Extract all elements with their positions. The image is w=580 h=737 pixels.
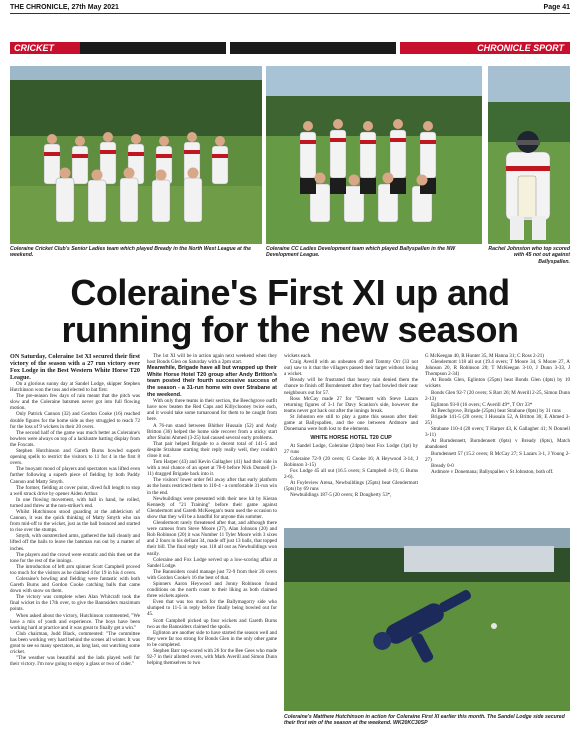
photo4-caption: Coleraine's Matthew Hutchinson in action for Coleraine First XI earlier this month. The Sandel Lodge side secured their first win of the season at the weekend. WK20KC30SP (284, 714, 565, 727)
brigade-summary: Meanwhile, Brigade have all but wrapped up their White Horse Hotel T20 group after Andy Britton's team posted their fourth successive success of the season - a 31-run home win over Strabane at the weekend. (147, 365, 277, 398)
article-column-2 (147, 353, 277, 729)
paragraph: The 1st XI will be in action again next weekend when they host Bonds Glen on Saturday with a 2pm start. (147, 353, 277, 366)
matthew-hutchinson-photo (284, 528, 570, 711)
page-number: Page 41 (543, 4, 570, 11)
paragraph: The visitors' lower order fell away after that early platform as the hosts restricted them to 110-4 - a comfortable 31-run win in the end. (147, 477, 277, 496)
paragraph: Bready will be frustrated that heavy rain denied them the chance to finish off Burndennett after they had bowled their near neighbours out for 57. (284, 377, 418, 396)
development-team-photo (266, 66, 482, 244)
paragraph: When asked about the victory, Hutchinson commented, "We have a mix of youth and experience. The boys have been working hard at practice and it was great to finally get a win." (10, 612, 140, 631)
paragraph: Smyth, with outstretched arms, gathered the ball cleanly and lifted off the bails to leave the batsman run out by a matter of inches. (10, 533, 140, 552)
result-line: Bonds Glen 92-7 (20 overs; S Barr 26; M Averill 2-25, Simon Dunn 2-13) (425, 389, 570, 402)
paragraph: A 76-run stand between Bhither Hussain (52) and Andy Britton (36) helped the home side recover from a sticky start after Shaini Ahmed (3-25) had caused several early problems. (147, 422, 277, 441)
article-column-3 (284, 353, 418, 523)
paragraph: Scott Campbell picked up four wickets and Gareth Burns two as the Bannsiders claimed the spoils. (147, 617, 277, 630)
paragraph: Craig Averill with an unbeaten 49 and Tommy Orr (33 not out) saw to it that the villagers passed their target without losing a wicket. (284, 359, 418, 378)
result-line: G McKeegan 40, R Hunter 35, M Hanna 31; C Ross 2-21) (425, 353, 544, 359)
photo2-caption: Coleraine CC Ladies Development team which played Ballyspallen in the NW Development League. (266, 246, 456, 259)
result-line: Strabane 110-4 (20 overs; T Harper 43, K Gallagher 41; N Donnell 3-11) (425, 426, 570, 439)
paragraph: The second half of the game was much better as Coleraine's bowlers were always on top of a lacklustre batting display from the Foxcats. (10, 429, 140, 448)
paragraph: Ross McCay made 27 for "Dennett with Steve Lazars returning figures of 3-1 for Davy Scanlon's side, however the teams never got back out after the innings break. (284, 395, 418, 414)
paragraph: Newbuildings were presented with their new kit by Kieran Kennedy of "21 Training" before their game against Glendermott and Gareth McKeegan's team used the occasion to show that they will be a handful for anyone this summer. (147, 495, 277, 520)
paragraph: Coleraine and Fox Lodge served up a low-scoring affair at Sandel Lodge. (147, 556, 277, 569)
paragraph: The players and the crowd were ecstatic and this then set the tone for the rest of the innings. (10, 551, 140, 564)
paragraph: Coleraine's bowling and fielding were fantastic with both Gareth Burns and Gordon Cooke catching balls that came down with snow on them. (10, 576, 140, 595)
rachel-johnston-photo (488, 66, 570, 244)
header-rule (10, 13, 570, 14)
result-line: At Foyleview Arena, Newbuildings (25pts) beat Glendermott (5pts) by 69 runs (284, 479, 418, 492)
result-line: Burndennett 57 (15.2 overs; R McCay 27; S Lazars 3-1, J Young 2-27) (425, 450, 570, 463)
result-line: Bready 0-0 (431, 462, 454, 469)
results-subhead: WHITE HORSE HOTEL T20 CUP (310, 435, 392, 442)
paragraph: Only Patrick Cannon (32) and Gordon Cooke (16) reached double figures for the home side as they struggled to reach 72 for the loss of 9 wickets in their 20 overs. (10, 411, 140, 430)
paragraph: The Bannsiders could manage just 72-9 from their 20 overs with Gordon Cooke's 16 the best of that. (147, 568, 277, 581)
photo3-caption: Rachel Johnston who top scored with 45 not out against Ballyspallen. (488, 246, 570, 265)
paragraph: Club chairman, Judd Black, commented: "The committee has been working very hard behind the scenes all winter. It was great to see so many spectators, as long last, out watching some cricket. (10, 630, 140, 656)
result-line: Eglinton 93-0 (16 overs; C Averill 49*, T Orr 33* (431, 401, 533, 408)
paragraph: Spinners Aaron Heywood and Jonny Robinson found conditions on the north coast to their liking as both claimed three wickets apiece. (147, 580, 277, 600)
article-column-4 (425, 353, 570, 523)
paragraph: The introduction of left arm spinner Scott Campbell proved too much for the visitors as he claimed 4 for 19 in his 4 overs. (10, 563, 140, 576)
paragraph: wickets each. (284, 353, 312, 359)
paragraph: That pair helped Brigade to a decent total of 141-5 and despite Strabane starting their reply really well, they couldn't close it out. (147, 440, 277, 459)
cricket-section-bar (10, 42, 226, 54)
paragraph: The victory was complete when Alan Whitcraft took the final wicket in the 17th over, to give the Bannsiders maximum points. (10, 594, 140, 613)
paragraph: The buoyant mood of players and spectators was lifted even further following a superb piece of fielding by both Paddy Cannon and Matty Smyth. (10, 466, 140, 485)
paragraph: With only three teams in their section, the Beechgrove outfit have now beaten the Red Caps and Killyclooney twice each, and it would take some turnaround for them to be caught from here. (147, 398, 277, 423)
paragraph: "The weather was beautiful and the lads played well for their victory. I'm now going to enjoy a glass or two of cider." (10, 655, 140, 668)
chronicle-sport-label: CHRONICLE SPORT (400, 42, 570, 54)
paragraph: On a glorious sunny day at Sandel Lodge, skipper Stephen Hutchinson won the toss and elected to bat first. (10, 381, 140, 394)
paragraph: In one flowing movement, with ball in hand, he rolled, turned and threw at the non-striker's end. (10, 496, 140, 509)
cricket-section-label: CRICKET (10, 42, 80, 54)
senior-ladies-team-photo (10, 66, 262, 244)
result-line: Brigade 141-5 (20 overs; I Hussain 52, A Britton 36; E Ahmed 3-25) (425, 413, 570, 427)
paragraph: Glendermott rarely threatened after that, and although there were cameos from Steve Moore (27), Alan Johnson (20) and Rob Robinson (20) it was Number 11 Tyler Moore with 3 sixes and 2 fours in his defiant 34, made off just 13 balls, that topped their bill. The final reply was 118 all out as Newbuildings won easily. (147, 520, 277, 557)
result-line: Fox Lodge 45 all out (16.5 overs; S Campbell 4-19, G Burns 2-6). (284, 467, 418, 480)
photo1-caption: Coleraine Cricket Club's Senior Ladies team which played Bready in the North West League at the weekend. (10, 246, 251, 259)
newspaper-name: THE CHRONICLE, 27th May 2021 (10, 4, 119, 11)
paragraph: Stephen Barr top-scored with 26 for the Bee Gees who made 92-7 in their allotted overs, with Mark Averill and Simon Dunn helping themselves to two (147, 648, 277, 667)
result-line: Coleraine 72-9 (20 overs; G Cooke 16; A Heywood 3-14, J Robinson 3-15) (284, 455, 418, 468)
result-line: Glendermott 118 all out (19.4 overs; T Moore 34, S Moore 27, A Johnson 20, R Robinson 20; T McKeegan 3-10, J Dunn 3-33, J Thompson 2-34) (425, 359, 570, 378)
paragraph: The pre-season few days of rain meant that the pitch was slow and the Coleraine batsmen never got into full flowing motion. (10, 393, 140, 412)
paragraph: The former, fielding at cover point, dived full length to stop a well struck drive by opener Aiden Arthur. (10, 484, 140, 497)
paragraph: Whilst Hutchinson stood guarding at the athleticism of Cannon, it was the quick thinking of Matty Smyth who ran from mid-off to the wicket, just as the ball bounced and started to rise over the stumps. (10, 508, 140, 534)
result-line: At Burndennett, Burndennett (6pts) v Bready (6pts), Match abandoned (425, 438, 570, 451)
headline: Coleraine's First XI up and running for the new season (61, 272, 519, 350)
section-bar-middle (230, 42, 396, 54)
result-line: At Bonds Glen, Eglinton (25pts) beat Bonds Glen (4pts) by 10 wickets (425, 377, 570, 390)
article-lead: ON Saturday, Coleraine 1st XI secured their first victory of the season with a 27 run victory over Fox Lodge in the Best Western White Horse T20 League. (10, 353, 140, 381)
paragraph: St Johnston ere still to play a game this season after their game at Ballyspallen, and the one between Ardmore and Donemana were both lost to the elements. (284, 413, 418, 433)
result-line: At Beechgrove, Brigade (25pts) beat Strabane (0pts) by 31 runs (431, 407, 561, 414)
paragraph: Stephen Hutchinson and Gareth Burns bowled superb opening spells to restrict the visitors to 11 for 4 in the first 8 overs. (10, 448, 140, 467)
paragraph: Eglinton are another side to have started the season well and they were far too strong for Bonds Glen in the only other game to be completed. (147, 629, 277, 648)
result-line: Newbuildings 187-5 (20 overs; R Dougherty 53*, (290, 492, 392, 499)
paragraph: Tom Harper (43) and Kevin Gallagher (41) had their side in with a real chance of an upset at 78-0 before Nick Donnell (3-11) dragged Brigade back into it. (147, 459, 277, 478)
result-line: At Sandel Lodge, Coleraine (24pts) beat Fox Lodge (1pt) by 27 runs (284, 443, 418, 456)
paragraph: Even that was too much for the Ballymagorry side who slumped to 11-5 in reply before finally being bowled out for 45. (147, 599, 277, 618)
article-column-1 (10, 353, 140, 729)
result-line: Ardmore v Donemana; Ballyspallen v St Johnston, both off. (431, 468, 554, 475)
